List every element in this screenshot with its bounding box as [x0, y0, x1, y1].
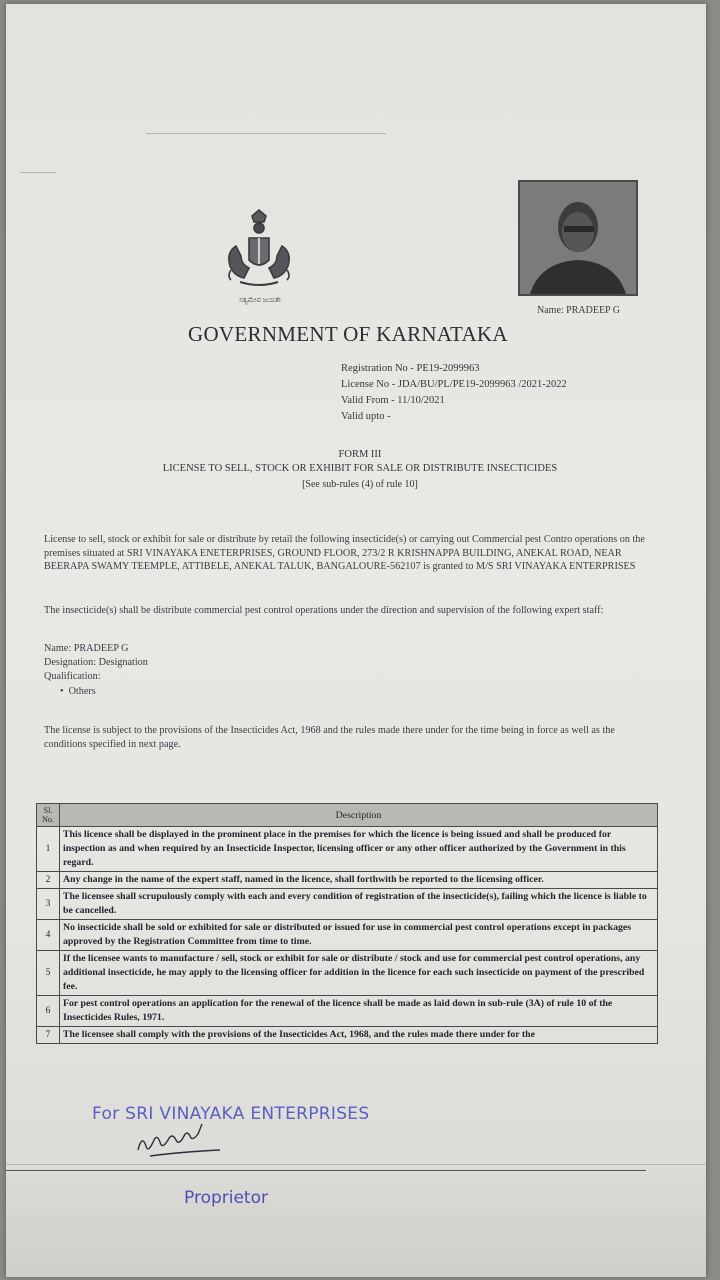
row-description: Any change in the name of the expert staff, named in the licence, shall forthwith be reported to the licensing officer.: [60, 872, 658, 889]
conditions-table: [36, 803, 658, 1044]
registration-number: Registration No - PE19-2099963: [341, 363, 480, 374]
row-number: 3: [37, 889, 60, 920]
table-row: [37, 889, 658, 920]
valid-upto: Valid upto -: [341, 411, 391, 422]
supervision-paragraph: The insecticide(s) shall be distribute commercial pest control operations under the direction and supervision of the following expert staff:: [44, 605, 604, 616]
row-number: 1: [37, 827, 60, 872]
qualification-list-item: • Others: [60, 686, 96, 697]
column-header-sl-no: Sl. No.: [37, 804, 60, 827]
table-row: [37, 951, 658, 996]
table-row: [37, 996, 658, 1027]
applicant-photo: [518, 180, 638, 296]
license-grant-paragraph: License to sell, stock or exhibit for sale or distribute by retail the following insecticide(s) or carrying out Commercial pest Contro operations on the premises situated at SRI VINAYAKA ENETERPRISES, GROUND FLOOR, 273/2 R KRISHNAPPA BUILDING, ANEKAL ROAD, NEAR BEERAPA SWAMY TEEMPLE, ATTIBELE, ANEKAL TALUK, BANGALOURE-562107 is granted to M/S SRI VINAYAKA ENTERPRISES: [44, 534, 645, 572]
row-number: 4: [37, 920, 60, 951]
emblem-motto: ಸತ್ಯಮೇವ ಜಯತೇ: [239, 296, 281, 304]
table-row: [37, 872, 658, 889]
scan-artifact-line: [20, 172, 56, 173]
proprietor-stamp: Proprietor: [184, 1188, 268, 1208]
row-description: No insecticide shall be sold or exhibited for sale or distributed or issued for use in commercial pest control operations except in packages approved by the Registration Committee from time to time.: [60, 920, 658, 951]
row-description: If the licensee wants to manufacture / sell, stock or exhibit for sale or distribute / stock and use for commercial pest control operations, any additional insecticide, he may apply to the licensing officer for addition in the licence for each such insecticide on payment of the prescribed fee.: [60, 951, 658, 996]
row-description: This licence shall be displayed in the prominent place in the premises for which the licence is being issued and shall be produced for inspection as and when required by an Insecticide Inspector, licensing officer or any other officer authorized by the Government in this regard.: [60, 827, 658, 872]
form-heading: LICENSE TO SELL, STOCK OR EXHIBIT FOR SALE OR DISTRIBUTE INSECTICIDES: [162, 463, 558, 474]
page-fold-shadow: [6, 1164, 706, 1277]
karnataka-emblem-icon: [222, 208, 296, 300]
registration-details: [341, 361, 567, 425]
table-row: [37, 1027, 658, 1044]
form-number: FORM III: [338, 449, 382, 460]
row-description: The licensee shall comply with the provisions of the Insecticides Act, 1968, and the rules made there under for the: [60, 1027, 658, 1044]
valid-from: Valid From - 11/10/2021: [341, 395, 445, 406]
scan-artifact-line: [146, 133, 386, 134]
row-number: 5: [37, 951, 60, 996]
fold-edge-line: [6, 1170, 646, 1171]
column-header-description: Description: [60, 804, 658, 827]
expert-qualification: Qualification:: [44, 671, 101, 682]
row-description: The licensee shall scrupulously comply with each and every condition of registration of the insecticide(s), failing which the licence is liable to be cancelled.: [60, 889, 658, 920]
expert-name: Name: PRADEEP G: [44, 643, 129, 654]
row-description: For pest control operations an application for the renewal of the licence shall be made as laid down in sub-rule (3A) of rule 10 of the Insecticides Rules, 1971.: [60, 996, 658, 1027]
photo-caption: Name: PRADEEP G: [537, 305, 620, 316]
row-number: 7: [37, 1027, 60, 1044]
row-number: 2: [37, 872, 60, 889]
handwritten-signature: [130, 1120, 240, 1166]
table-header-row: [37, 804, 658, 827]
act-provisions-paragraph: The license is subject to the provisions of the Insecticides Act, 1968 and the rules made there under for the time being in force as well as the conditions specified in next page.: [44, 725, 615, 750]
form-subheading: [See sub-rules (4) of rule 10]: [302, 479, 418, 490]
page-title: GOVERNMENT OF KARNATAKA: [188, 322, 508, 346]
table-row: [37, 920, 658, 951]
license-number: License No - JDA/BU/PL/PE19-2099963 /2021-2022: [341, 379, 567, 390]
row-number: 6: [37, 996, 60, 1027]
expert-designation: Designation: Designation: [44, 657, 148, 668]
firm-stamp: For SRI VINAYAKA ENTERPRISES: [92, 1104, 370, 1124]
table-row: [37, 827, 658, 872]
